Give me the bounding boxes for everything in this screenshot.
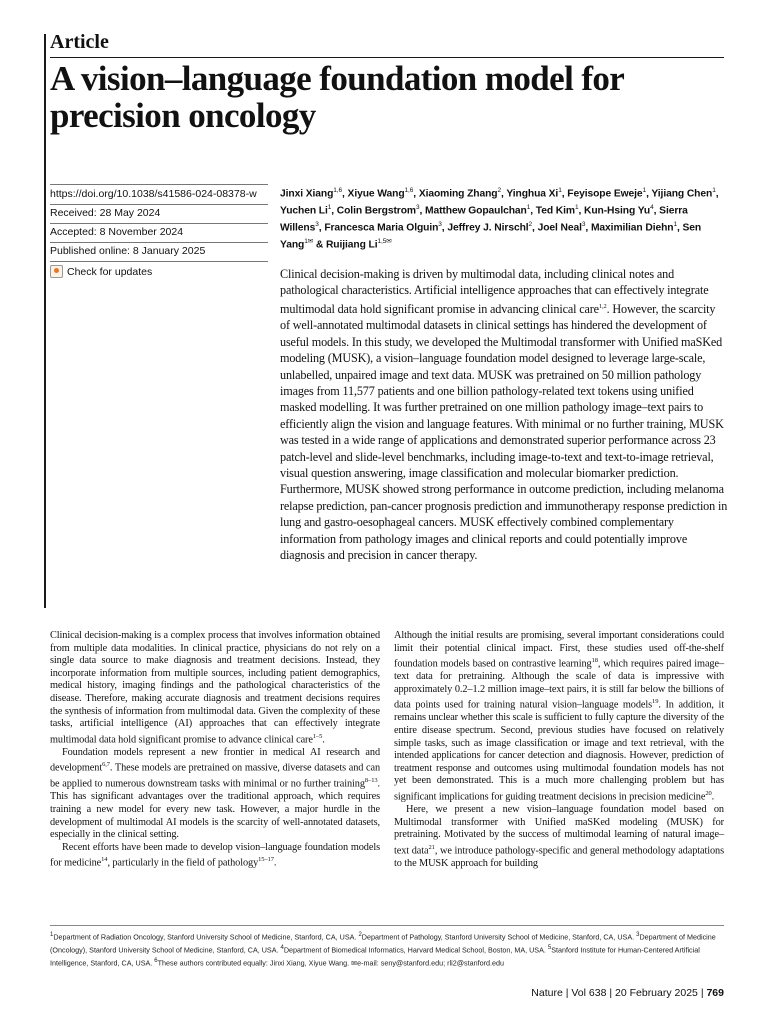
author-name: Ted Kim xyxy=(535,205,575,217)
body-text: . xyxy=(273,857,277,869)
folio-separator: | xyxy=(565,987,572,999)
body-paragraph xyxy=(394,804,724,870)
author-name: Xiaoming Zhang xyxy=(418,188,498,200)
author-name: Matthew Gopaulchan xyxy=(425,205,527,217)
reference-superscript: 14 xyxy=(101,856,108,864)
author-name: Jinxi Xiang xyxy=(280,188,334,200)
author-name: Yuchen Li xyxy=(280,205,328,217)
article-metadata xyxy=(50,184,268,278)
page-number: 769 xyxy=(706,987,724,999)
author-affiliation-marker: 1,5✉ xyxy=(377,238,392,246)
body-paragraph xyxy=(50,630,380,747)
author-affiliation-marker: 4 xyxy=(650,204,654,212)
author-affiliation-marker: 2 xyxy=(528,221,533,229)
body-text: Recent efforts have been made to develop vision–language foundation models for medicine xyxy=(50,841,380,869)
article-title: A vision–language foundation model for precision oncology xyxy=(50,59,624,135)
folio-separator: | xyxy=(609,987,615,999)
reference-superscript: 6 xyxy=(154,957,158,964)
author-affiliation-marker: 1 xyxy=(673,221,677,229)
author-name: Sierra Willens xyxy=(280,205,688,234)
footnote-rule xyxy=(50,925,724,926)
reference-superscript: 8–13 xyxy=(364,777,378,785)
published-date: Published online: 8 January 2025 xyxy=(50,243,268,262)
abstract-text: Clinical decision-making is driven by multimodal data, including clinical notes and pathological characteristics. Artificial intelligence approaches that can effectively integrate multimodal data hold significant promise in advancing clinical care xyxy=(280,267,709,316)
author-list: Jinxi Xiang$^{1,6}$, Xiyue Wang$^{1,6}$, Xiaoming Zhang$^2$, Yinghua Xi$^1$, Feyisope Eweje$^1$, Yijiang Chen$^1$, Yuchen Li$^1$, Colin Bergstrom$^3$, Matthew Gopaulchan$^1$, Ted Kim$^1$, Kun-Hsing Yu$^4$, Sierra Willens$^3$, Francesca Maria Olguin$^3$, Jeffrey J. Nirschl$^2$, Joel Neal$^3$, Maximilian Diehn$^1$, Sen Yang$^{1✉}$ & Ruijiang $Li^{1,5✉}$ xyxy=(280,187,719,251)
reference-superscript: 1–5 xyxy=(312,732,323,740)
reference-superscript: 21 xyxy=(428,843,435,851)
body-text: . This has significant advantages over the traditional approach, which requires training a new model for every new task. However, a major hurdle in the development of multimodal AI models is the scarcity of well-annotated datasets, especially in the clinical setting. xyxy=(50,778,380,841)
author-name: Kun-Hsing Yu xyxy=(584,205,651,217)
body-text: . xyxy=(711,791,715,803)
author-affiliation-marker: 3 xyxy=(315,221,319,229)
reference-superscript: 2 xyxy=(358,932,362,938)
author-affiliation-marker: 2 xyxy=(497,187,502,194)
accepted-date: Accepted: 8 November 2024 xyxy=(50,224,268,243)
body-column-left xyxy=(50,630,380,870)
reference-superscript: 20 xyxy=(705,789,712,797)
body-column-right xyxy=(394,630,724,870)
footnote-text: Department of Radiation Oncology, Stanford University School of Medicine, Stanford, CA, USA. xyxy=(53,932,359,942)
doi-link[interactable]: https://doi.org/10.1038/s41586-024-08378-w xyxy=(50,184,268,205)
author-affiliation-marker: 1,6 xyxy=(404,187,414,194)
author-name: Yinghua Xi xyxy=(506,188,559,200)
author-name: Yijiang Chen xyxy=(651,188,713,200)
footnote-text: Department of Biomedical Informatics, Harvard Medical School, Boston, MA, USA. xyxy=(283,945,548,955)
check-for-updates-button[interactable] xyxy=(50,262,268,278)
body-text: , particularly in the field of pathology xyxy=(107,857,259,869)
author-name: Francesca Maria Olguin xyxy=(324,222,439,234)
author-name: Maximilian Diehn xyxy=(590,222,674,234)
body-text: . In addition, it remains unclear whether this scale is sufficient to fully capture the diversity of the entire disease spectrum. Second, previous studies have focused on relatively simple tasks, such as image classification or image and text retrieval, with the intended applications for cancer detection and diagnosis. However, prediction of treatment response and outcomes using multimodal foundation models has not yet been demonstrated. This is a much more challenging problem but has significant implications for guiding treatment decisions in precision medicine xyxy=(394,699,724,803)
body-text: Clinical decision-making is a complex process that involves information obtained from multiple data modalities. In clinical practice, physicians do not rely on a single data source to make diagnosis and treatment decisions. Instead, they incorporate information from multiple sources, including patient demographics, medical history, imaging findings and the pathological characteristics of the disease. Therefore, making accurate diagnosis and treatment decisions requires the synthesis of information from multimodal data. Given the complexity of these tasks, artificial intelligence (AI) approaches that can effectively integrate multimodal data hold significant promise to advance clinical care xyxy=(50,630,380,746)
body-paragraph xyxy=(50,842,380,871)
journal-name: Nature xyxy=(531,987,563,999)
header-rule xyxy=(50,57,724,58)
body-text: Foundation models represent a new frontier in medical AI research and development xyxy=(50,746,380,774)
abstract xyxy=(280,266,728,563)
author-affiliation-marker: 3 xyxy=(415,204,420,212)
body-paragraph xyxy=(50,747,380,842)
author-affiliation-marker: 1 xyxy=(526,204,531,212)
author-affiliation-marker: 1 xyxy=(642,187,647,194)
author-name: Ruijiang Li xyxy=(325,239,378,251)
reference-superscript: 18 xyxy=(591,657,598,665)
author-affiliation-marker: 1 xyxy=(574,204,579,212)
author-affiliation-marker: 1 xyxy=(558,187,562,194)
author-name: Joel Neal xyxy=(537,222,582,234)
author-affiliation-marker: 1,6 xyxy=(333,187,343,194)
author-affiliation-marker: 3 xyxy=(438,221,442,229)
footnote-text: Department of Pathology, Stanford University School of Medicine, Stanford, CA, USA. xyxy=(361,932,637,942)
reference-superscript: 1 xyxy=(50,932,54,938)
reference-superscript: 5 xyxy=(547,944,552,951)
article-type-label: Article xyxy=(50,31,109,53)
body-text: , which requires paired image–text data for pretraining. Although the scale of data is impressive with approximately 0.2–1.2 million image–text pairs, it is still far below the billions of data points used for training natural vision–language models xyxy=(394,658,725,711)
author-affiliation-marker: 1 xyxy=(327,204,332,212)
body-paragraph xyxy=(394,630,724,804)
reference-superscript: 3 xyxy=(636,932,640,938)
reference-superscript: 4 xyxy=(280,944,284,951)
folio-separator: | xyxy=(700,987,707,999)
check-updates-label: Check for updates xyxy=(67,265,153,278)
affiliation-footnotes xyxy=(50,930,722,969)
reference-superscript: 19 xyxy=(652,698,659,706)
footnote-text: These authors contributed equally: Jinxi Xiang, Xiyue Wang. xyxy=(157,958,352,968)
body-text: , we introduce pathology-specific and general methodology adaptations to the MUSK approach for building xyxy=(394,845,724,869)
author-name: Feyisope Eweje xyxy=(567,188,643,200)
body-text: Although the initial results are promising, several important considerations could limit their potential clinical impact. First, these studies used off-the-shelf foundation models based on contrastive learning xyxy=(394,630,724,670)
reference-superscript: 15–17 xyxy=(258,856,274,864)
footnote-text: Stanford Institute for Human-Centered Artificial Intelligence, Stanford, CA, USA. xyxy=(50,945,700,968)
author-affiliation-marker: 3 xyxy=(581,221,586,229)
author-name: Xiyue Wang xyxy=(347,188,405,200)
received-date: Received: 28 May 2024 xyxy=(50,205,268,224)
left-margin-rule xyxy=(44,34,46,608)
abstract-text: . However, the scarcity of well-annotated multimodal datasets in clinical settings has hindered the development of useful models. In this study, we developed the Multimodal transformer with Unified maSKed modeling (MUSK), a vision–language foundation model designed to leverage large-scale, unlabelled, unpaired image and text data. MUSK was pretrained on 50 million pathology images from 11,577 patients and one billion pathology-related text tokens using unified masked modelling. It was further pretrained on one million pathology image–text pairs to efficiently align the vision and language features. With minimal or no further training, MUSK was tested in a wide range of applications and demonstrated superior performance across 23 patch-level and slide-level benchmarks, including image-to-text and text-to-image retrieval, visual question answering, image classification and molecular biomarker prediction. Furthermore, MUSK showed strong performance in outcome prediction, including melanoma relapse prediction, pan-cancer prognosis prediction and immunotherapy response prediction in lung and gastro-oesophageal cancers. MUSK effectively combined complementary information from pathology images and clinical reports and could potentially improve diagnosis and precision in cancer therapy. xyxy=(280,301,728,562)
footnote-text: Department of Medicine (Oncology), Stanford University School of Medicine, Stanford, CA, USA. xyxy=(50,932,716,955)
issue-date: 20 February 2025 xyxy=(615,987,698,999)
body-text: Here, we present a new vision–language foundation model based on Multimodal transformer with Unified maSKed modeling (MUSK) for pretraining. Motivated by the success of multimodal learning of natural image–text data xyxy=(394,803,724,857)
author-name: Colin Bergstrom xyxy=(336,205,416,217)
author-affiliation-marker: 1✉ xyxy=(304,238,314,246)
footnote-text: ✉e-mail: seny@stanford.edu; rli2@stanford.edu xyxy=(351,958,504,968)
author-affiliation-marker: 1 xyxy=(712,187,716,194)
check-updates-icon xyxy=(50,265,63,278)
reference-superscript: 6,7 xyxy=(102,761,110,769)
page-footer xyxy=(531,987,724,999)
volume-number: Vol 638 xyxy=(571,987,607,999)
author-name: Jeffrey J. Nirschl xyxy=(447,222,529,234)
reference-superscript: 1,2 xyxy=(598,302,607,310)
author-name: Sen Yang xyxy=(280,222,702,251)
body-text: . These models are pretrained on massive, diverse datasets and can be applied to numerous downstream tasks with minimal or no further training xyxy=(50,762,380,790)
body-text: . xyxy=(322,734,325,746)
